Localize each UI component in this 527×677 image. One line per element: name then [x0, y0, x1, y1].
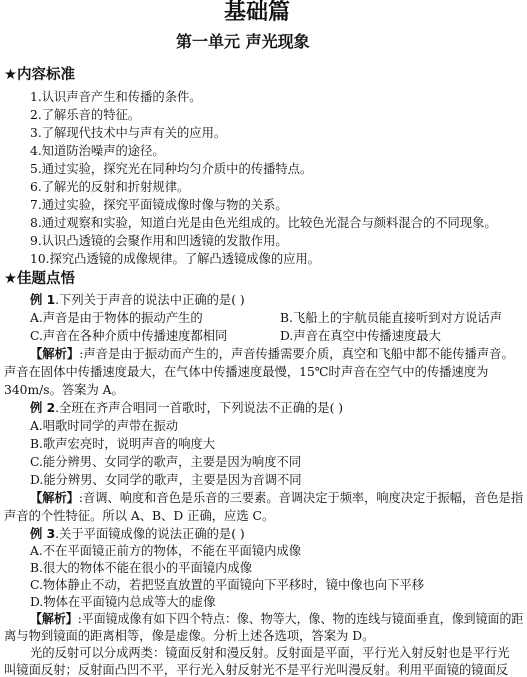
standard-item: 10.探究凸透镜的成像规律。了解凸透镜成像的应用。: [30, 252, 321, 266]
option-c: C.物体静止不动，若把竖直放置的平面镜向下平移时，镜中像也向下平移: [30, 578, 425, 592]
question-text: .下列关于声音的说法中正确的是( ): [55, 293, 245, 307]
example-label: 例 3: [30, 527, 56, 541]
option-d: D.能分辨男、女同学的歌声，主要是因为音调不同: [30, 473, 302, 487]
analysis-text: :平面镜成像有如下四个特点：像、物等大，像、物的连线与镜面垂直，像到镜面的距: [77, 612, 524, 626]
example-2-analysis: [30, 492, 523, 504]
analysis-text: 声音在固体中传播速度最大，在气体中传播速度最慢，15℃时声音在空气中的传播速度为: [4, 365, 489, 379]
option-a: A.唱歌时同学的声带在振动: [30, 419, 179, 433]
analysis-label: 【解析】: [30, 347, 80, 361]
unit-title: 第一单元 声光现象: [176, 32, 310, 51]
standard-item: 1.认识声音产生和传播的条件。: [30, 90, 202, 104]
example-2-question: [30, 402, 343, 414]
standard-item: 9.认识凸透镜的会聚作用和凹透镜的发散作用。: [30, 234, 288, 248]
standard-item: 8.通过观察和实验，知道白光是由色光组成的。比较色光混合与颜料混合的不同现象。: [30, 216, 497, 230]
example-3-question: [30, 528, 245, 540]
example-label: 例 2: [30, 401, 56, 415]
standard-item: 4.知道防治噪声的途径。: [30, 144, 165, 158]
standard-item: 5.通过实验，探究光在同种均匀介质中的传播特点。: [30, 162, 313, 176]
option-c: C.声音在各种介质中传播速度都相同: [30, 329, 228, 343]
option-b: B.歌声宏亮时，说明声音的响度大: [30, 437, 216, 451]
standard-item: 3.了解现代技术中与声有关的应用。: [30, 126, 227, 140]
option-d: D.声音在真空中传播速度最大: [280, 329, 441, 343]
analysis-text: 声音的个性特征。所以 A、B、D 正确，应选 C。: [4, 509, 275, 523]
body-paragraph: 光的反射可以分成两类：镜面反射和漫反射。反射面是平面，平行光入射反射也是平行光: [30, 646, 510, 660]
option-a: A.不在平面镜正前方的物体，不能在平面镜内成像: [30, 544, 302, 558]
option-b: B.飞船上的宇航员能直接听到对方说话声: [280, 311, 502, 325]
question-text: .关于平面镜成像的说法正确的是( ): [55, 527, 245, 541]
option-a: A.声音是由于物体的振动产生的: [30, 311, 203, 325]
example-1-analysis: [30, 348, 514, 360]
standard-item: 2.了解乐音的特征。: [30, 108, 141, 122]
analysis-text: 离与物到镜面的距离相等，像是虚像。分析上述各选项，答案为 D。: [4, 629, 375, 643]
analysis-text: 340m/s。答案为 A。: [4, 383, 124, 397]
analysis-label: 【解析】: [30, 612, 78, 626]
standard-item: 7.通过实验，探究平面镜成像时像与物的关系。: [30, 198, 288, 212]
option-b: B.很大的物体不能在很小的平面镜内成像: [30, 561, 252, 575]
question-text: .全班在齐声合唱同一首歌时，下列说法不正确的是( ): [55, 401, 344, 415]
page-title: 基础篇: [224, 0, 291, 25]
section-heading-standards: ★内容标准: [4, 67, 75, 83]
option-c: C.能分辨男、女同学的歌声，主要是因为响度不同: [30, 455, 302, 469]
standard-item: 6.了解光的反射和折射规律。: [30, 180, 190, 194]
body-paragraph: 叫镜面反射；反射面凸凹不平，平行光入射反射光不是平行光叫漫反射。利用平面镜的镜面反: [4, 663, 509, 677]
example-3-analysis: [30, 613, 523, 625]
analysis-text: :声音是由于振动而产生的，声音传播需要介质，真空和飞船中都不能传播声音。: [79, 347, 514, 361]
analysis-text: :音调、响度和音色是乐音的三要素。音调决定于频率，响度决定于振幅，音色是指: [78, 491, 524, 505]
example-1-question: [30, 294, 245, 306]
section-heading-examples: ★佳题点悟: [4, 271, 75, 287]
example-label: 例 1: [30, 293, 56, 307]
option-d: D.物体在平面镜内总成等大的虚像: [30, 595, 216, 609]
analysis-label: 【解析】: [30, 491, 79, 505]
